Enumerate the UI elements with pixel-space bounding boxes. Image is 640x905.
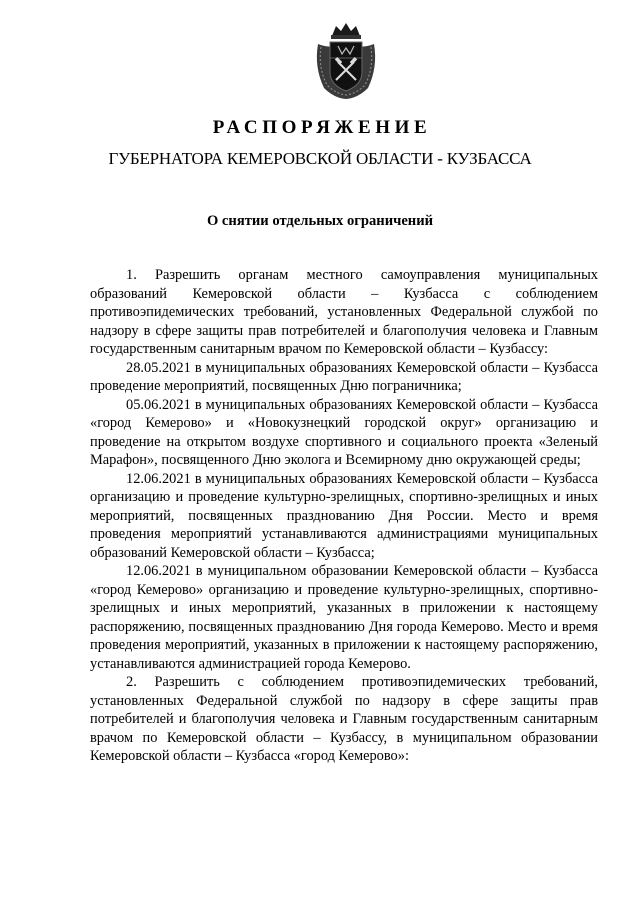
paragraph: 12.06.2021 в муниципальном образовании Кемеровской области – Кузбасса «город Кемерово» организацию и проведение культурно-зрелищных, спортивно-зрелищных и иных мероприятий, указанных в приложении к настоящему распоряжению, посвященных празднованию Дня города Кемерово. Место и время проведения мероприятий, указанных в приложении к настоящему распоряжению, устанавливаются администрацией города Кемерово.: [90, 563, 598, 672]
paragraph: 05.06.2021 в муниципальных образованиях Кемеровской области – Кузбасса «город Кемерово» и «Новокузнецкий городской округ» организацию и проведение на открытом воздухе спортивного и социального проекта «Зеленый Марафон», посвященного Дню эколога и Всемирному дню окружающей среды;: [90, 396, 598, 468]
document-subject: О снятии отдельных ограничений: [206, 213, 434, 229]
document-body: [90, 266, 598, 766]
document-subtitle: ГУБЕРНАТОРА КЕМЕРОВСКОЙ ОБЛАСТИ - КУЗБАССА: [108, 149, 532, 168]
paragraph: 28.05.2021 в муниципальных образованиях Кемеровской области – Кузбасса проведение мероприятий, посвященных Дню пограничника;: [90, 359, 598, 394]
document-title: РАСПОРЯЖЕНИЕ: [212, 117, 432, 138]
paragraph: 1. Разрешить органам местного самоуправления муниципальных образований Кемеровской области – Кузбасса с соблюдением противоэпидемических требований, установленных Федеральной службой по надзору в сфере защиты прав потребителей и благополучия человека и Главным государственным санитарным врачом по Кемеровской области – Кузбассу:: [90, 267, 598, 357]
paragraph: 12.06.2021 в муниципальных образованиях Кемеровской области – Кузбасса организацию и проведение культурно-зрелищных, спортивно-зрелищных и иных мероприятий, посвященных празднованию Дня России. Место и время проведения мероприятий устанавливаются администрациями муниципальных образований Кемеровской области – Кузбасса;: [90, 470, 598, 561]
coat-of-arms-emblem: [312, 22, 380, 100]
paragraph: 2. Разрешить с соблюдением противоэпидемических требований, установленных Федеральной службой по надзору в сфере защиты прав потребителей и благополучия человека и Главным государственным санитарным врачом по Кемеровской области – Кузбассу, в муниципальном образовании Кемеровской области – Кузбасса «город Кемерово»:: [90, 674, 598, 764]
